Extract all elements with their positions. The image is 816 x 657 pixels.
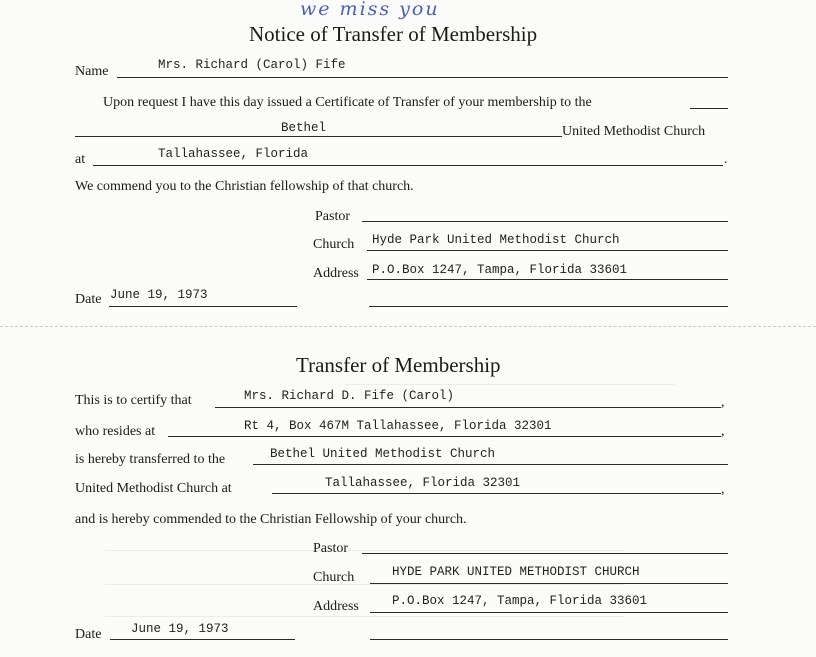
ghost-rule [105, 584, 625, 585]
umc-at-line [272, 493, 721, 494]
destination-church-field[interactable]: Bethel United Methodist Church [270, 447, 496, 461]
from-church-field[interactable]: Hyde Park United Methodist Church [372, 233, 620, 247]
pastor-line [362, 221, 728, 222]
handwritten-note: we miss you [300, 0, 440, 20]
perforation-divider [0, 326, 816, 327]
church-name-line [75, 136, 562, 137]
address-label: Address [313, 599, 359, 614]
address-line [370, 612, 728, 613]
name-line [117, 77, 728, 78]
date-line [110, 639, 295, 640]
date-field[interactable]: June 19, 1973 [110, 288, 208, 302]
date-field[interactable]: June 19, 1973 [131, 622, 229, 636]
transferred-line [253, 464, 728, 465]
notice-title: Notice of Transfer of Membership [249, 22, 538, 46]
church-line [370, 583, 728, 584]
from-church-field[interactable]: HYDE PARK UNITED METHODIST CHURCH [392, 565, 640, 579]
member-name-field[interactable]: Mrs. Richard D. Fife (Carol) [244, 389, 455, 403]
signature-line [369, 306, 728, 307]
date-label: Date [75, 627, 102, 642]
name-label: Name [75, 64, 109, 79]
signature-line [370, 639, 728, 640]
commend-text: We commend you to the Christian fellowship of that church. [75, 179, 414, 194]
ghost-rule [345, 384, 675, 385]
ghost-rule [105, 616, 625, 617]
name-field[interactable]: Mrs. Richard (Carol) Fife [158, 58, 346, 72]
date-label: Date [75, 292, 102, 307]
address-field[interactable]: P.O.Box 1247, Tampa, Florida 33601 [372, 263, 628, 277]
address-line [367, 279, 728, 280]
at-line [93, 165, 723, 166]
pastor-line [362, 553, 728, 554]
pastor-label: Pastor [315, 209, 350, 224]
location-field[interactable]: Tallahassee, Florida [158, 147, 309, 161]
address-field[interactable]: P.O.Box 1247, Tampa, Florida 33601 [392, 594, 648, 608]
date-line [109, 306, 297, 307]
transferred-label: is hereby transferred to the [75, 452, 226, 467]
umc-at-label: United Methodist Church at [75, 481, 232, 496]
certify-line [215, 407, 721, 408]
certify-label: This is to certify that [75, 393, 192, 408]
church-label: Church [313, 237, 355, 252]
church-suffix-label: United Methodist Church [562, 124, 706, 139]
church-label: Church [313, 570, 355, 585]
request-blank-line [690, 108, 728, 109]
resides-label: who resides at [75, 424, 156, 439]
church-line [367, 250, 728, 251]
ghost-rule [105, 550, 625, 551]
residence-field[interactable]: Rt 4, Box 467M Tallahassee, Florida 32301 [244, 419, 552, 433]
at-label: at [75, 152, 86, 167]
resides-comma: , [721, 424, 725, 439]
destination-church-field[interactable]: Bethel [281, 121, 327, 135]
transfer-title: Transfer of Membership [296, 353, 501, 377]
commend-text: and is hereby commended to the Christian Fellowship of your church. [75, 512, 467, 527]
umc-at-comma: , [721, 482, 725, 497]
request-text: Upon request I have this day issued a Certificate of Transfer of your membership to the [103, 95, 592, 110]
at-period: . [724, 152, 728, 167]
pastor-label: Pastor [313, 541, 348, 556]
certify-comma: , [721, 395, 725, 410]
resides-line [168, 436, 721, 437]
address-label: Address [313, 266, 359, 281]
destination-location-field[interactable]: Tallahassee, Florida 32301 [325, 476, 521, 490]
